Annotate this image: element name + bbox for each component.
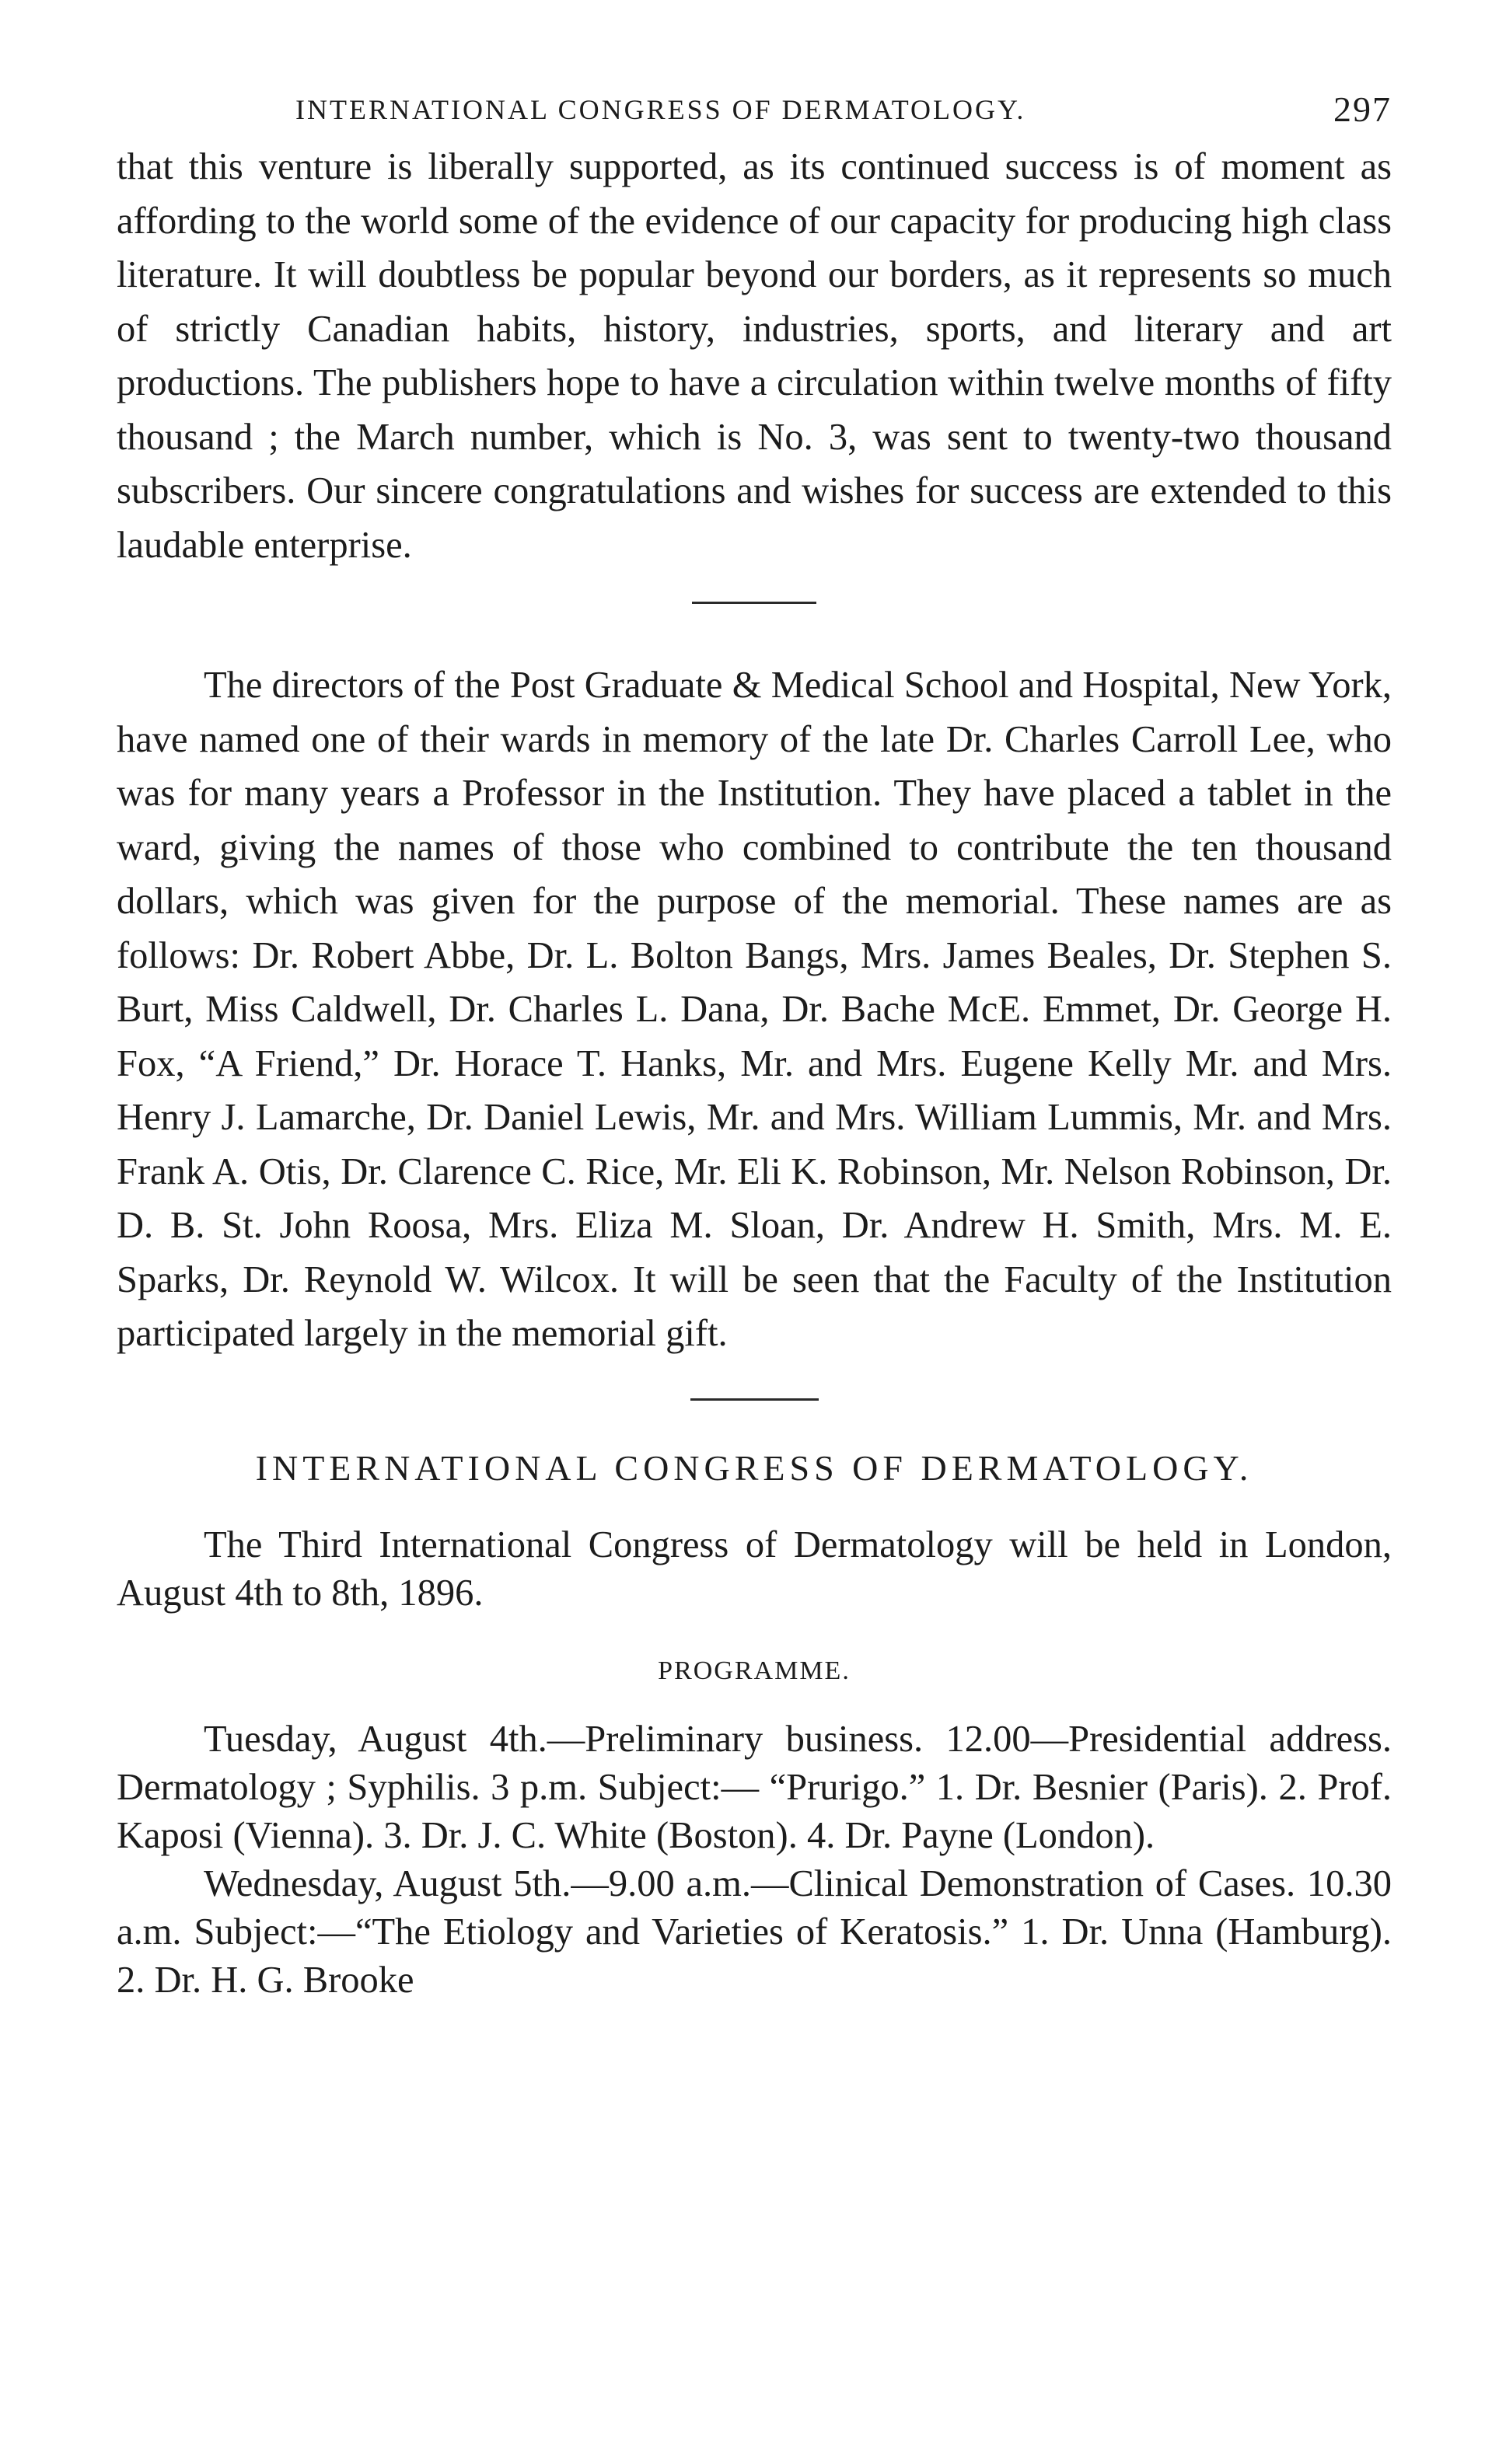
section-divider bbox=[692, 602, 816, 604]
paragraph-memorial-ward: The directors of the Post Graduate & Medical School and Hospital, New York, have named one of their wards in memory of the late Dr. Charles Carroll Lee, who was for many years a Professor in the Institution. They have placed a tablet in the ward, giving the names of those who combined to contribute the ten thousand dollars, which was given for the purpose of the memorial. These names are as follows: Dr. Robert Abbe, Dr. L. Bolton Bangs, Mrs. James Beales, Dr. Stephen S. Burt, Miss Caldwell, Dr. Charles L. Dana, Dr. Bache McE. Emmet, Dr. George H. Fox, “A Friend,” Dr. Horace T. Hanks, Mr. and Mrs. Eugene Kelly Mr. and Mrs. Henry J. Lamarche, Dr. Daniel Lewis, Mr. and Mrs. William Lummis, Mr. and Mrs. Frank A. Otis, Dr. Clarence C. Rice, Mr. Eli K. Robinson, Mr. Nelson Robinson, Dr. D. B. St. John Roosa, Mrs. Eliza M. Sloan, Dr. Andrew H. Smith, Mrs. M. E. Sparks, Dr. Reynold W. Wilcox. It will be seen that the Faculty of the Institution participated largely in the memorial gift. bbox=[117, 665, 1392, 1354]
programme-tuesday: Tuesday, August 4th.—Preliminary business. 12.00—Presidential address. Dermatology ; Syphilis. 3 p.m. Subject:— “Prurigo.” 1. Dr. Besnier (Paris). 2. Prof. Kaposi (Vienna). 3. Dr. J. C. White (Boston). 4. Dr. Payne (London). bbox=[117, 1718, 1392, 1856]
paragraph-magazine-continuation: that this venture is liberally supported, as its continued success is of moment as affording to the world some of the evidence of our capacity for producing high class literature. It will doubtless be popular beyond our borders, as it represents so much of strictly Canadian habits, history, industries, sports, and literary and art productions. The publishers hope to have a circulation within twelve months of fifty thousand ; the March number, which is No. 3, was sent to twenty-two thousand subscribers. Our sincere congratulations and wishes for success are extended to this laudable enterprise. bbox=[117, 146, 1392, 566]
section-heading: INTERNATIONAL CONGRESS OF DERMATOLOGY. bbox=[255, 1447, 1253, 1488]
body-text bbox=[117, 140, 1392, 2005]
programme-wednesday: Wednesday, August 5th.—9.00 a.m.—Clinical Demonstration of Cases. 10.30 a.m. Subject:—“The Etiology and Varieties of Keratosis.” 1. Dr. Unna (Hamburg). 2. Dr. H. G. Brooke bbox=[117, 1862, 1392, 2001]
page-number: 297 bbox=[1333, 89, 1392, 129]
section-divider bbox=[690, 1398, 819, 1401]
paragraph-congress-intro: The Third International Congress of Dermatology will be held in London, August 4th to 8th, 1896. bbox=[117, 1524, 1392, 1614]
programme-heading: PROGRAMME. bbox=[658, 1656, 851, 1685]
running-title: INTERNATIONAL CONGRESS OF DERMATOLOGY. bbox=[295, 94, 1026, 125]
running-header bbox=[117, 78, 1392, 140]
book-page bbox=[117, 78, 1392, 2005]
